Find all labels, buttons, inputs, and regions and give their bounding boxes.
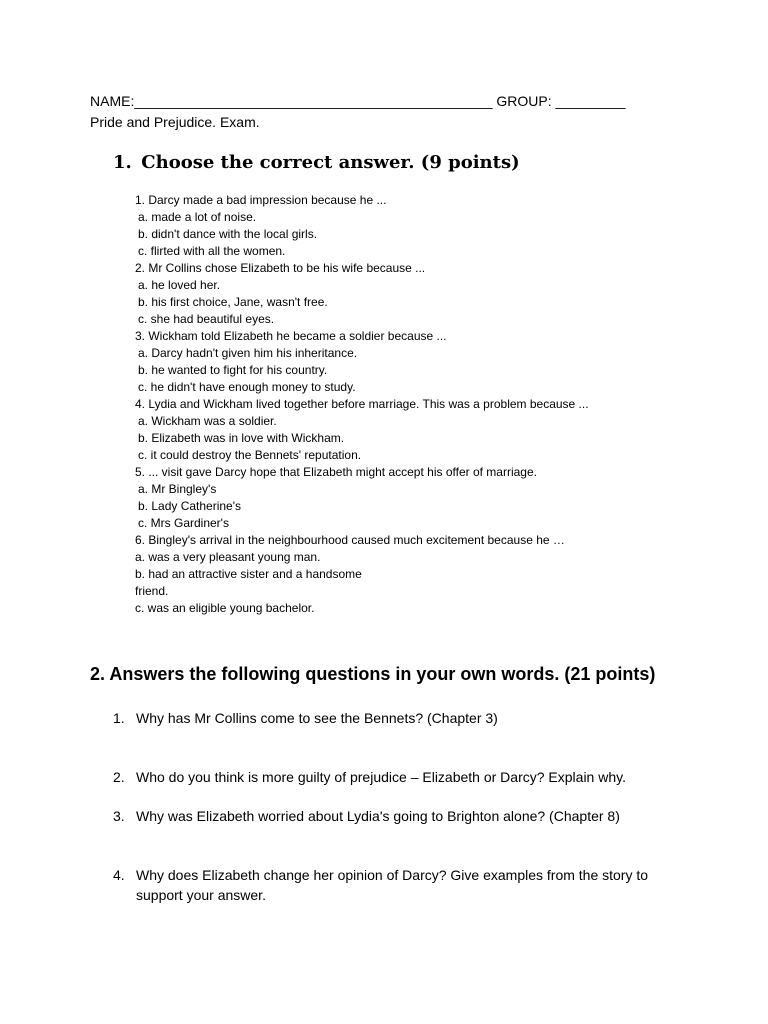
mc-option: a. he loved her.	[138, 278, 221, 292]
mc-question: 5. ... visit gave Darcy hope that Elizabeth might accept his offer of marriage.	[135, 465, 537, 479]
open-question-text: Why was Elizabeth worried about Lydia's going to Brighton alone? (Chapter 8)	[136, 808, 620, 824]
open-question-text: Why has Mr Collins come to see the Bennets? (Chapter 3)	[136, 710, 498, 726]
mc-option: a. Darcy hadn't given him his inheritance.	[138, 346, 358, 360]
open-question-number: 1.	[113, 710, 125, 726]
section1-heading	[113, 152, 520, 173]
exam-subtitle: Pride and Prejudice. Exam.	[90, 114, 260, 130]
mc-option: c. he didn't have enough money to study.	[138, 380, 356, 394]
mc-option: c. flirted with all the women.	[138, 244, 286, 258]
section2-heading: 2. Answers the following questions in your own words. (21 points)	[90, 664, 656, 684]
mc-question: 4. Lydia and Wickham lived together before marriage. This was a problem because ...	[135, 397, 589, 411]
mc-option: a. Wickham was a soldier.	[138, 414, 277, 428]
section1-title: Choose the correct answer. (9 points)	[141, 152, 520, 173]
mc-question: 2. Mr Collins chose Elizabeth to be his wife because ...	[135, 261, 426, 275]
mc-option: friend.	[135, 584, 169, 598]
mc-option: b. his first choice, Jane, wasn't free.	[138, 295, 328, 309]
section1-number: 1.	[113, 152, 132, 173]
mc-option: b. didn't dance with the local girls.	[138, 227, 318, 241]
mc-option: b. Elizabeth was in love with Wickham.	[138, 431, 345, 445]
mc-question: 1. Darcy made a bad impression because he ...	[135, 193, 387, 207]
name-group-line: NAME:______________________________________________ GROUP: _________	[90, 93, 626, 109]
mc-question: 3. Wickham told Elizabeth he became a soldier because ...	[135, 329, 447, 343]
mc-option: a. Mr Bingley's	[138, 482, 217, 496]
open-question-text: Who do you think is more guilty of prejudice – Elizabeth or Darcy? Explain why.	[136, 769, 626, 785]
mc-option: a. was a very pleasant young man.	[135, 550, 321, 564]
mc-option: c. Mrs Gardiner's	[138, 516, 229, 530]
mc-option: b. he wanted to fight for his country.	[138, 363, 328, 377]
open-question-number: 4.	[113, 867, 125, 883]
mc-option: c. was an eligible young bachelor.	[135, 601, 315, 615]
open-question-number: 3.	[113, 808, 125, 824]
multiple-choice-list	[135, 192, 589, 617]
mc-question: 6. Bingley's arrival in the neighbourhood caused much excitement because he …	[135, 533, 565, 547]
mc-option: a. made a lot of noise.	[138, 210, 257, 224]
mc-option: c. she had beautiful eyes.	[138, 312, 275, 326]
mc-option: b. Lady Catherine's	[138, 499, 242, 513]
mc-option: c. it could destroy the Bennets' reputation.	[138, 448, 362, 462]
open-question-text: Why does Elizabeth change her opinion of Darcy? Give examples from the story to support your answer.	[136, 867, 649, 903]
open-question-number: 2.	[113, 769, 125, 785]
mc-option: b. had an attractive sister and a handsome	[135, 567, 362, 581]
